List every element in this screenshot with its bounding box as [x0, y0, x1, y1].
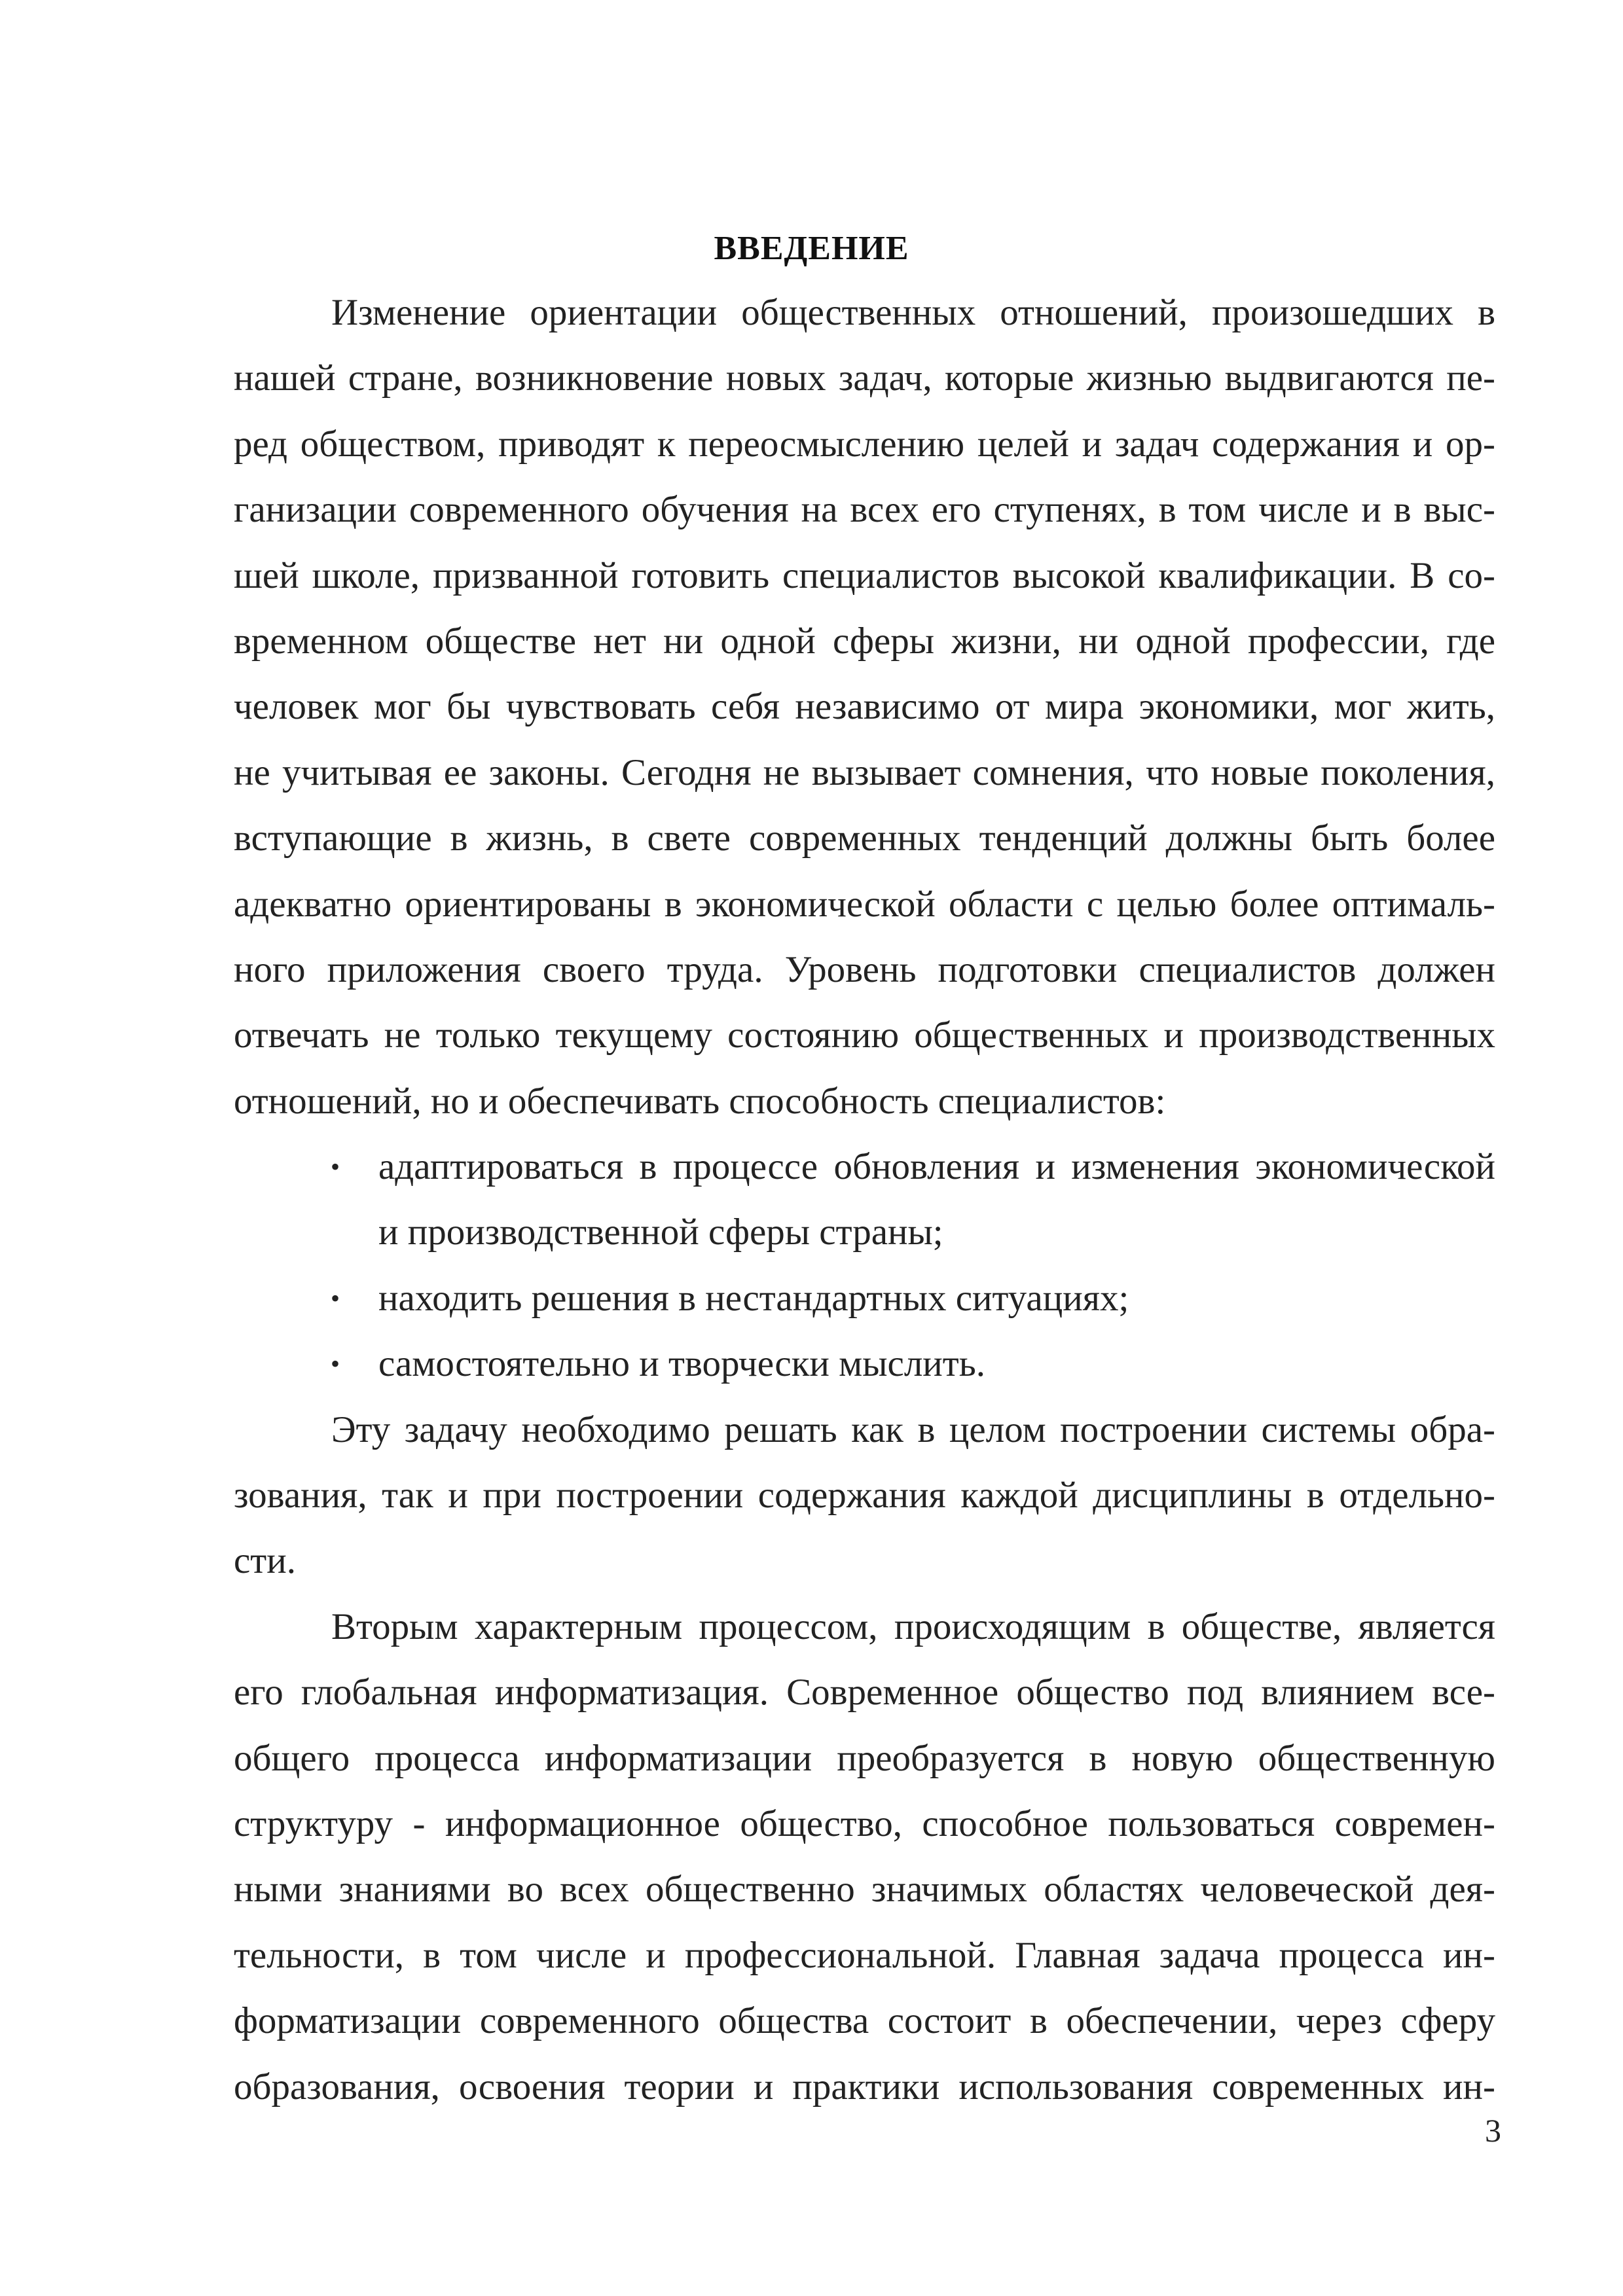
- bullet-list: [234, 1134, 1495, 1397]
- paragraph-line: форматизации современного общества состоит в обеспечении, через сферу: [234, 2000, 1495, 2042]
- bullet-icon: •: [331, 1152, 340, 1182]
- paragraph-informatization: [234, 1594, 1495, 2120]
- paragraph-line: ными знаниями во всех общественно значимых областях человеческой дея-: [234, 1869, 1495, 1910]
- paragraph-line: образования, освоения теории и практики использования современных ин-: [234, 2066, 1495, 2108]
- paragraph-line: отвечать не только текущему состоянию общественных и производственных: [234, 1014, 1495, 1056]
- paragraph-line: тельности, в том числе и профессиональной. Главная задача процесса ин-: [234, 1934, 1495, 1976]
- paragraph-line: вступающие в жизнь, в свете современных тенденций должны быть более: [234, 817, 1495, 859]
- paragraph-line: Эту задачу необходимо решать как в целом построении системы обра-: [331, 1408, 1495, 1450]
- paragraph-line: адекватно ориентированы в экономической области с целью более оптималь-: [234, 883, 1495, 925]
- list-item-text: самостоятельно и творчески мыслить.: [378, 1343, 985, 1385]
- list-item-text: находить решения в нестандартных ситуациях;: [378, 1277, 1129, 1319]
- list-item: [234, 1134, 1495, 1266]
- paragraph-line: отношений, но и обеспечивать способность специалистов:: [234, 1080, 1166, 1122]
- paragraph-line: Изменение ориентации общественных отношений, произошедших в: [331, 292, 1495, 333]
- paragraph-line: общего процесса информатизации преобразуется в новую общественную: [234, 1737, 1495, 1779]
- paragraph-line: не учитывая ее законы. Сегодня не вызывает сомнения, что новые поколения,: [234, 751, 1495, 793]
- page-title: ВВЕДЕНИЕ: [714, 230, 909, 267]
- list-item-line: [234, 1134, 1495, 1200]
- bullet-icon: •: [331, 1349, 340, 1379]
- paragraph-task: [234, 1397, 1495, 1594]
- list-item: [234, 1331, 1495, 1397]
- list-item-text: адаптироваться в процессе обновления и изменения экономической: [378, 1146, 1495, 1188]
- page-number: 3: [1485, 2112, 1501, 2149]
- list-item: [234, 1266, 1495, 1331]
- paragraph-line: зования, так и при построении содержания каждой дисциплины в отдельно-: [234, 1475, 1495, 1516]
- list-item-line: и производственной сферы страны;: [378, 1211, 943, 1253]
- paragraph-line: нашей стране, возникновение новых задач, которые жизнью выдвигаются пе-: [234, 357, 1495, 399]
- paragraph-line: ганизации современного обучения на всех его ступенях, в том числе и в выс-: [234, 489, 1495, 531]
- body-text: [234, 280, 1495, 2120]
- paragraph-line: Вторым характерным процессом, происходящим в обществе, является: [331, 1605, 1495, 1647]
- paragraph-line: его глобальная информатизация. Современное общество под влиянием все-: [234, 1672, 1495, 1713]
- paragraph-line: ред обществом, приводят к переосмыслению целей и задач содержания и ор-: [234, 423, 1495, 465]
- paragraph-line: временном обществе нет ни одной сферы жизни, ни одной профессии, где: [234, 620, 1495, 662]
- paragraph-intro: [234, 280, 1495, 1134]
- bullet-icon: •: [331, 1283, 340, 1313]
- paragraph-line: шей школе, призванной готовить специалистов высокой квалификации. В со-: [234, 554, 1495, 596]
- paragraph-line: сти.: [234, 1540, 296, 1582]
- paragraph-line: структуру - информационное общество, способное пользоваться современ-: [234, 1803, 1495, 1844]
- list-item-line: [234, 1266, 1495, 1331]
- list-item-line: [234, 1331, 1495, 1397]
- paragraph-line: ного приложения своего труда. Уровень подготовки специалистов должен: [234, 948, 1495, 990]
- paragraph-line: человек мог бы чувствовать себя независимо от мира экономики, мог жить,: [234, 686, 1495, 728]
